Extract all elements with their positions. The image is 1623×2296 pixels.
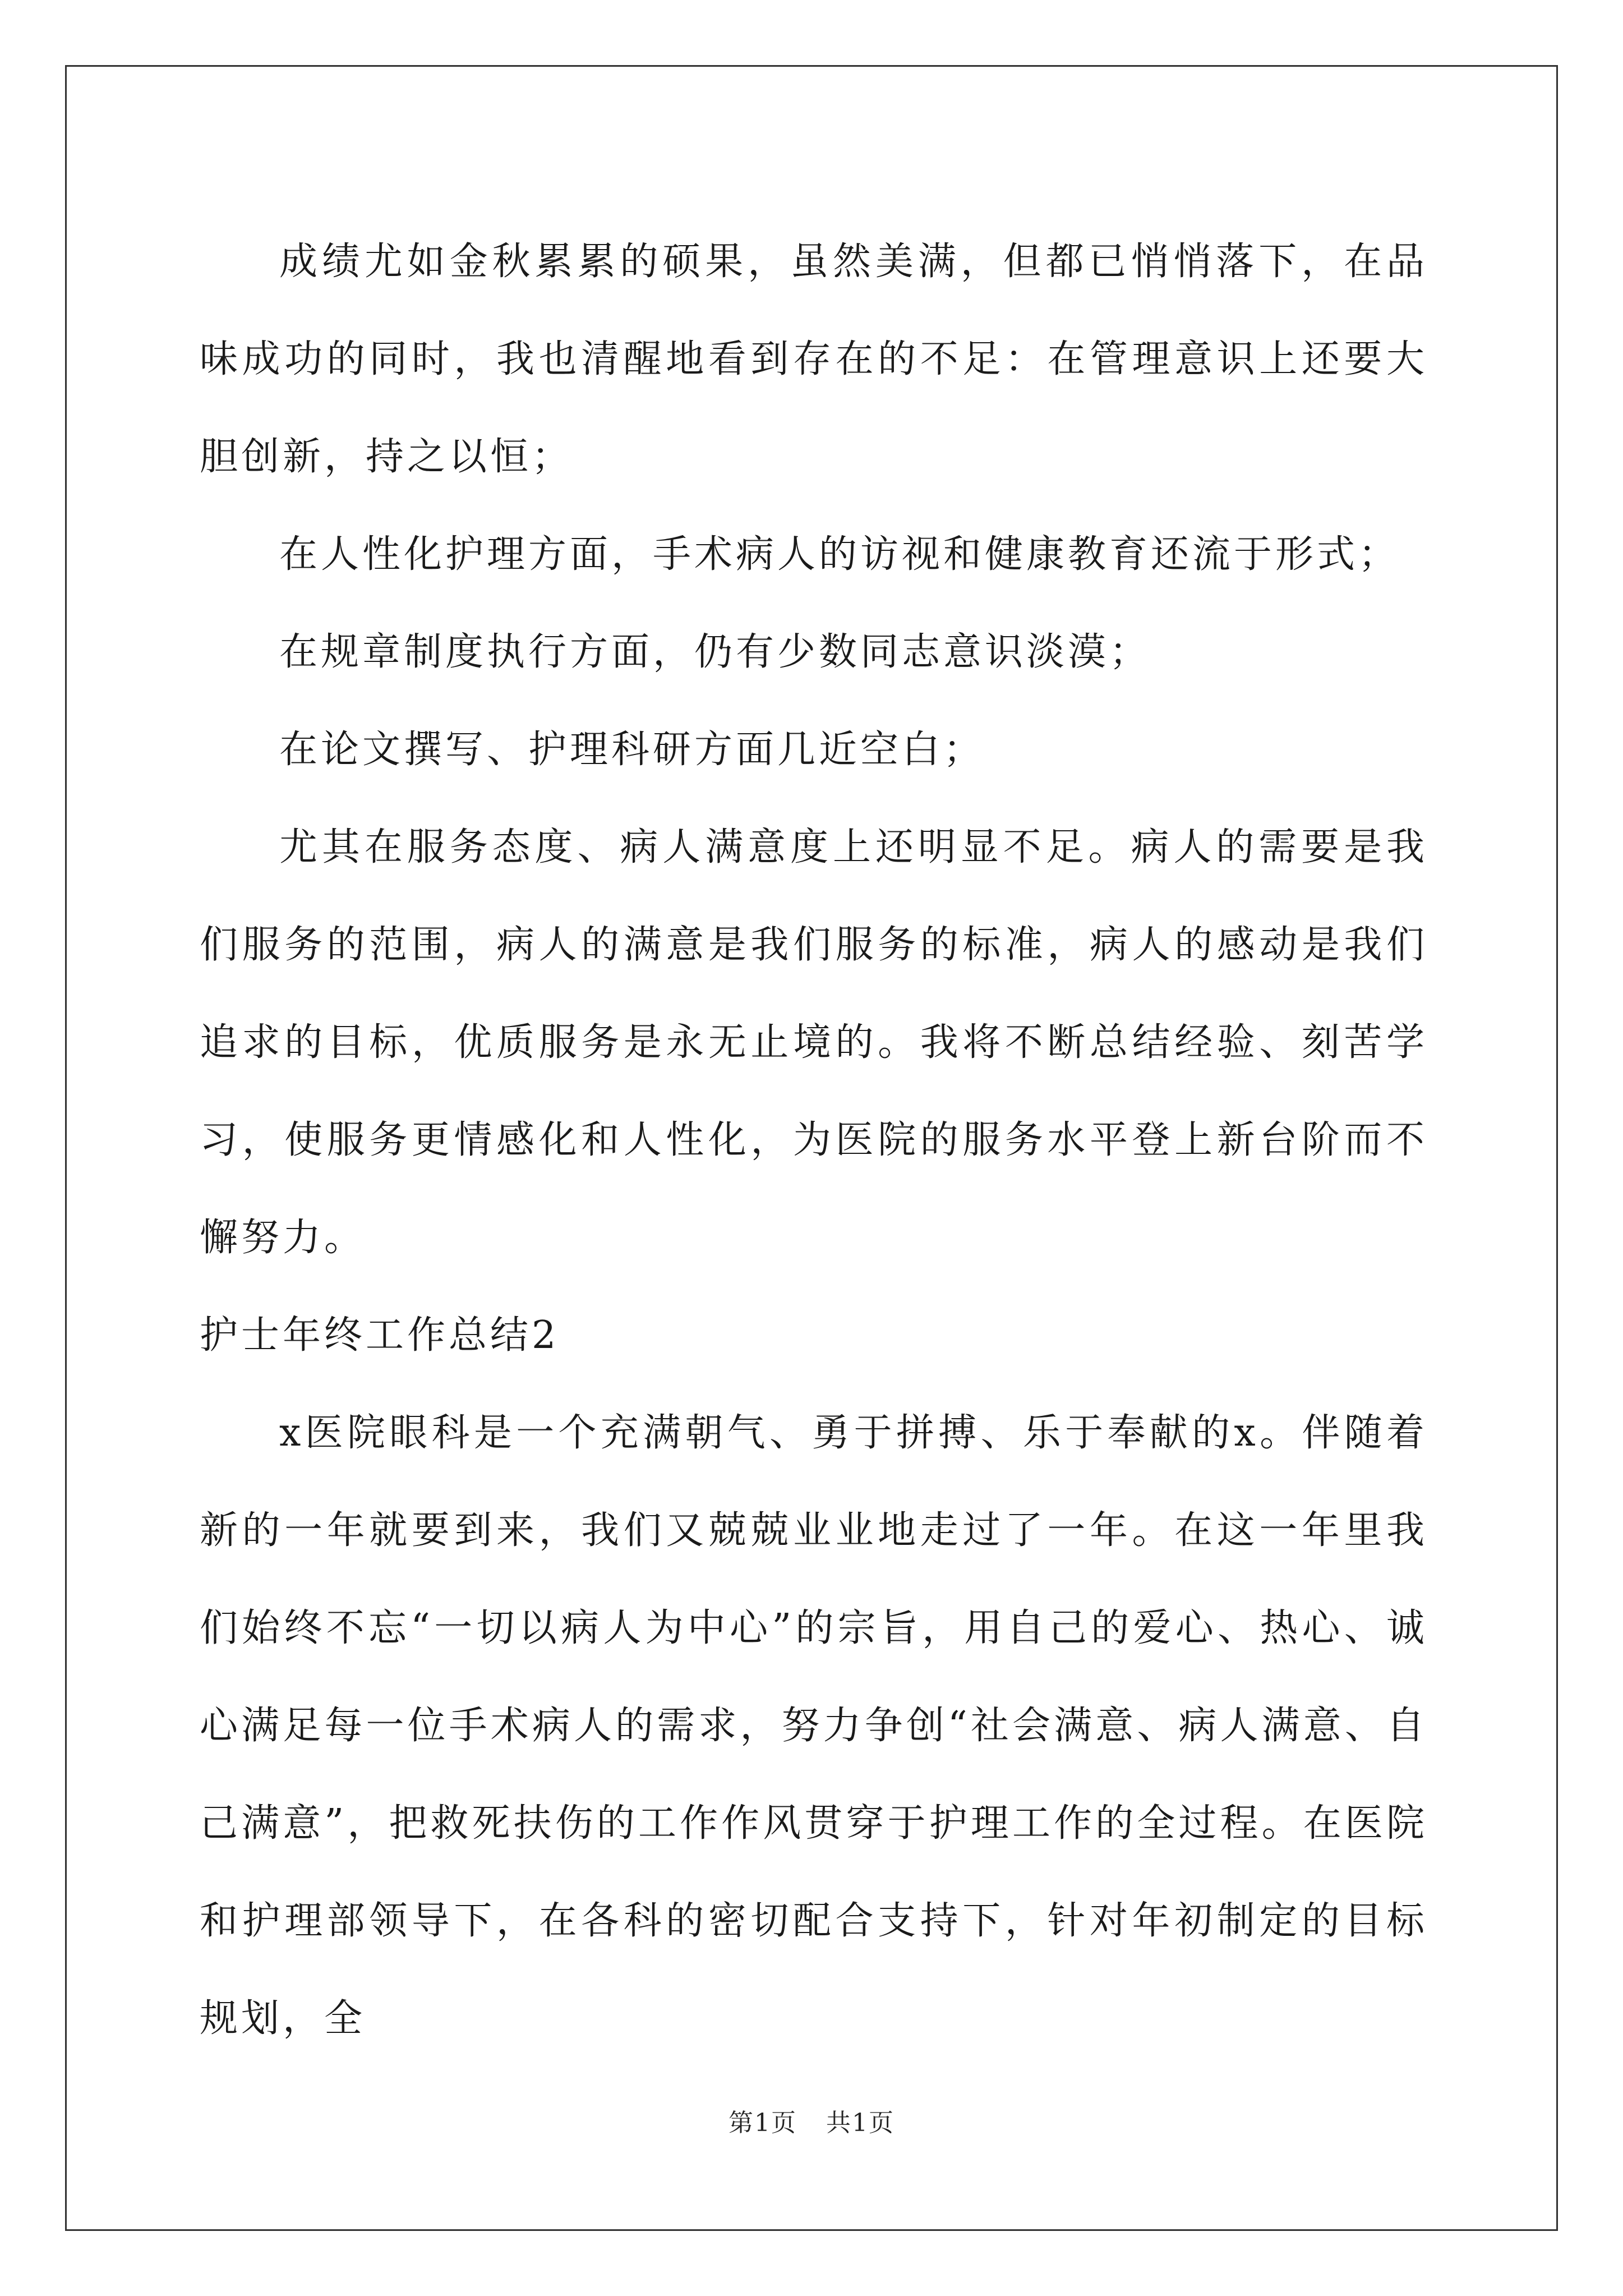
paragraph: 在论文撰写、护理科研方面几近空白； [279,728,985,772]
section-heading: 护士年终工作总结2 [200,1313,560,1358]
paragraph: 在人性化护理方面，手术病人的访视和健康教育还流于形式； [279,532,1400,577]
page-total: 共1页 [826,2109,895,2137]
paragraph: 尤其在服务态度、病人满意度上还明显不足。病人的需要是我们服务的范围，病人的满意是我们服务的标准，病人的感动是我们追求的目标，优质服务是永无止境的。我将不断总结经验、刻苦学习，使服务更情感化和人性化，为医院的服务水平登上新台阶而不懈努力。 [200,825,1428,1260]
page-footer [0,2102,1623,2138]
paragraph: 成绩尤如金秋累累的硕果，虽然美满，但都已悄悄落下，在品味成功的同时，我也清醒地看到存在的不足：在管理意识上还要大胆创新，持之以恒； [200,240,1428,479]
paragraph: x医院眼科是一个充满朝气、勇于拼搏、乐于奉献的x。伴随着新的一年就要到来，我们又兢兢业业地走过了一年。在这一年里我们始终不忘“一切以病人为中心”的宗旨，用自己的爱心、热心、诚心满足每一位手术病人的需求，努力争创“社会满意、病人满意、自己满意”，把救死扶伤的工作作风贯穿于护理工作的全过程。在医院和护理部领导下，在各科的密切配合支持下，针对年初制定的目标规划，全 [200,1411,1428,2041]
paragraph: 在规章制度执行方面，仍有少数同志意识淡漠； [279,630,1151,674]
document-body [200,213,1428,2068]
page-number: 第1页 [728,2109,797,2137]
